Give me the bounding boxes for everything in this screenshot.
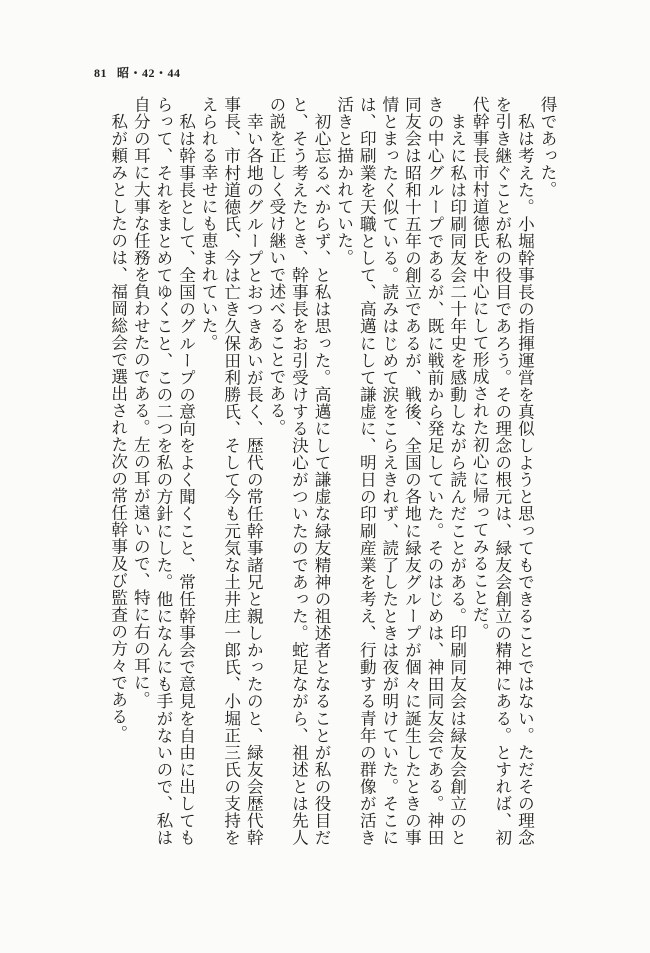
paragraph: 私は幹事長として、全国のグループの意向をよく聞くこと、常任幹事会で意見を自由に出してもらって、それをまとめてゆくこと、この二つを私の方針にした。他になんにも手がないので、私は自分の耳に大事な任務を負わせたのである。左の耳が遠いので、特に右の耳に。 [131, 96, 196, 846]
paragraph: まえに私は印刷同友会二十年史を感動しながら読んだことがある。印刷同友会は緑友会創立のときの中心グループであるが、既に戦前から発足していた。そのはじめは、神田同友会である。神田同友会は昭和十五年の創立であるが、戦後、全国の各地に緑友グループが個々に誕生したときの事情とまったく似ている。読みはじめて涙をこらえきれず、読了したときは夜が明けていた。そこには、印刷業を天職として、高邁にして謙虚に、明日の印刷産業を考え、行動する青年の群像が活き活きと描かれていた。 [334, 96, 467, 846]
paragraph: 私が頼みとしたのは、福岡総会で選出された次の常任幹事及び監査の方々である。 [108, 96, 128, 742]
paragraph: 私は考えた。小堀幹事長の指揮運営を真似しようと思ってもできることではない。ただその理念を引き継ぐことが私の役目であろう。その理念の根元は、緑友会創立の精神にある。とすれば、初代幹事長市村道徳氏を中心にして形成された初心に帰ってみることだ。 [470, 96, 535, 846]
page-header [94, 64, 181, 81]
paragraph: 幸い各地のグループとおつきあいが長く、歴代の常任幹事諸兄と親しかったのと、緑友会歴代幹事長、市村道徳氏、今は亡き久保田利勝氏、そして今も元気な土井庄一郎氏、小堀正三氏の支持をえられる幸せにも恵まれていた。 [199, 96, 264, 846]
vertical-body-text [92, 96, 558, 846]
header-date: 昭・42・44 [117, 66, 181, 80]
paragraph: 初心忘るべからず、と私は思った。高邁にして謙虚な緑友精神の祖述者となることが私の役目だと、そう考えたとき、幹事長をお引受けする決心がついたのであった。蛇足ながら、祖述とは先人の説を正しく受け継いで述べることである。 [266, 96, 332, 846]
page-number: 81 [94, 66, 107, 80]
paragraph: 得であった。 [538, 96, 557, 198]
